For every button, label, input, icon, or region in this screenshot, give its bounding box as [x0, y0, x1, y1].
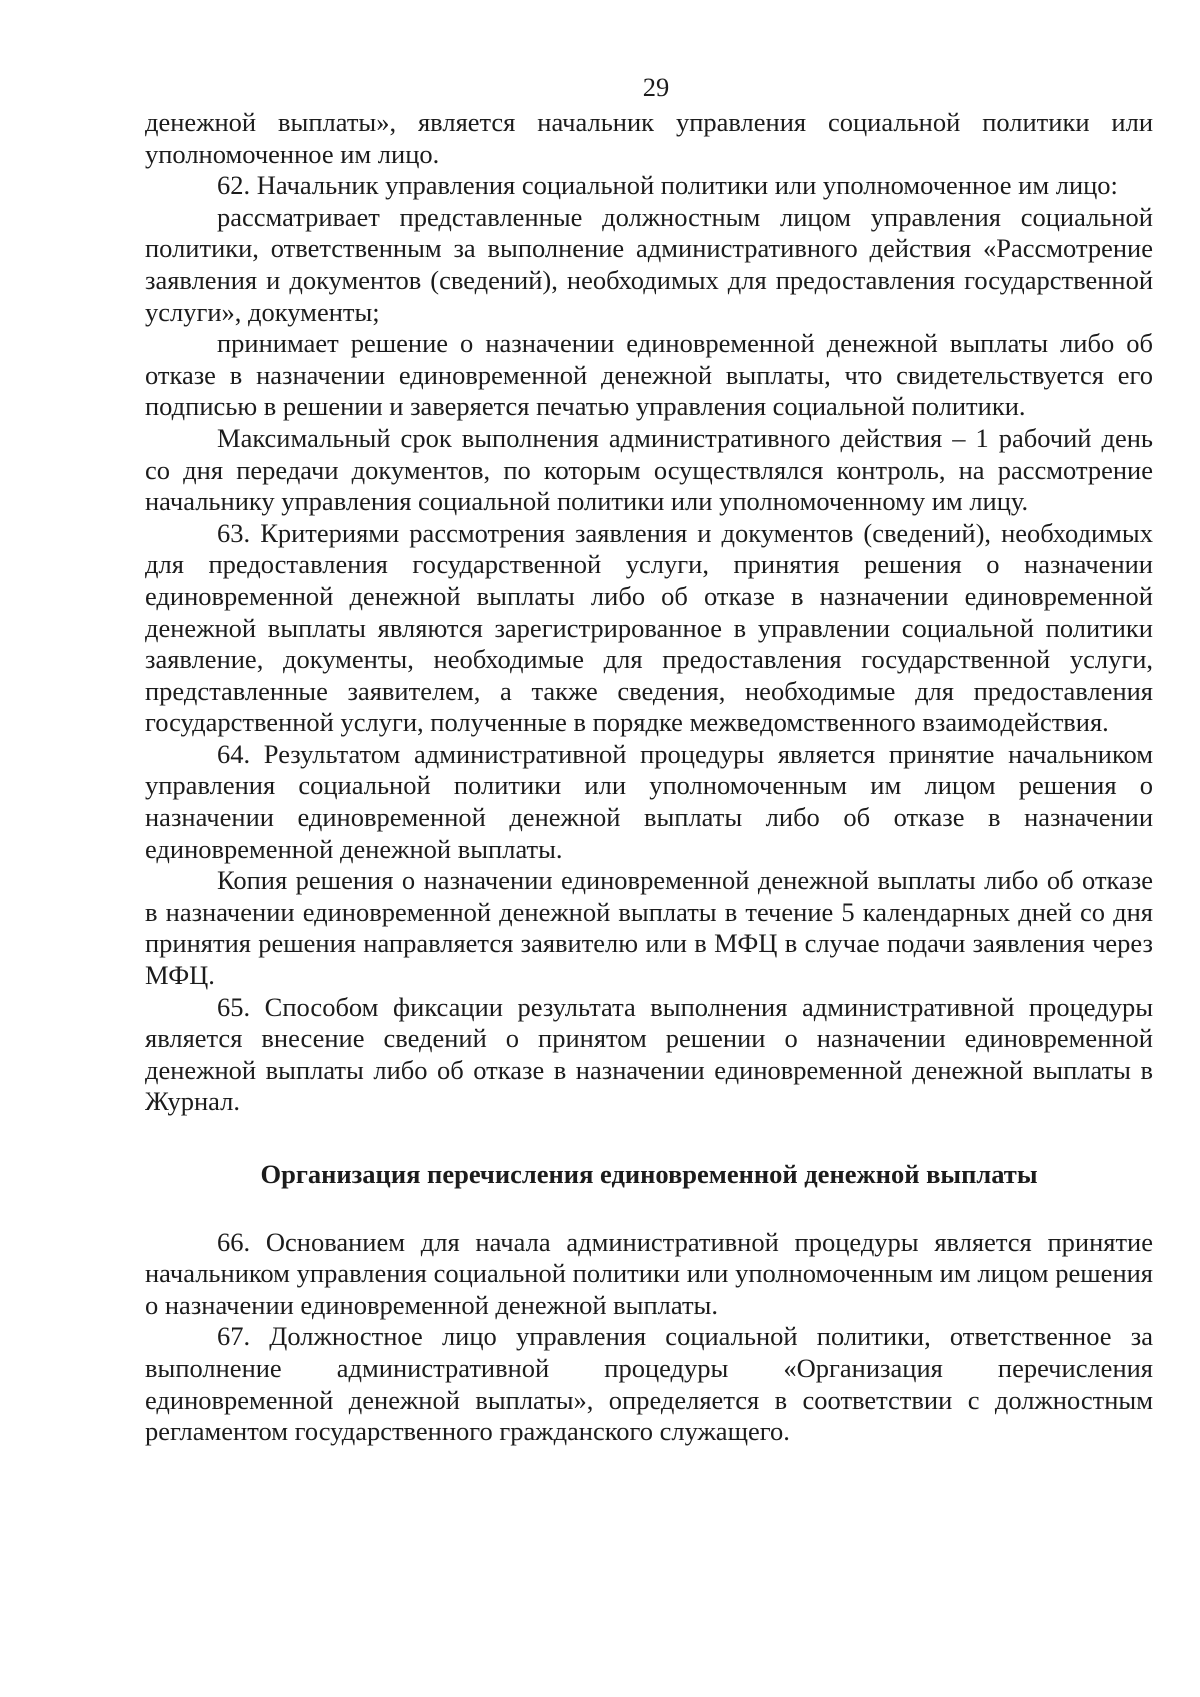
- page-number: 29: [642, 72, 670, 102]
- paragraph-62-max-term: Максимальный срок выполнения административного действия – 1 рабочий день со дня передачи документов, по которым осуществлялся контроль, на рассмотрение начальнику управления социальной политики или уполномоченному им лицу.: [145, 422, 1153, 517]
- paragraph-62-review: рассматривает представленные должностным лицом управления социальной политики, ответственным за выполнение административного действия «Рассмотрение заявления и документов (сведений), необходимых для предоставления государственной услуги», документы;: [145, 201, 1153, 327]
- paragraph-64-copy: Копия решения о назначении единовременной денежной выплаты либо об отказе в назначении единовременной денежной выплаты в течение 5 календарных дней со дня принятия решения направляется заявителю или в МФЦ в случае подачи заявления через МФЦ.: [145, 865, 1153, 991]
- paragraph-62: 62. Начальник управления социальной политики или уполномоченное им лицо:: [217, 170, 1118, 201]
- paragraph-64: 64. Результатом административной процедуры является принятие начальником управления социальной политики или уполномоченным им лицом решения о назначении единовременной денежной выплаты либо об отказе в назначении единовременной денежной выплаты.: [145, 738, 1153, 864]
- section-heading: Организация перечисления единовременной денежной выплаты: [260, 1159, 1038, 1189]
- paragraph-62-decision: принимает решение о назначении единовременной денежной выплаты либо об отказе в назначении единовременной денежной выплаты, что свидетельствуется его подписью в решении и заверяется печатью управления социальной политики.: [145, 328, 1153, 422]
- paragraph-66: 66. Основанием для начала административной процедуры является принятие начальником управления социальной политики или уполномоченным им лицом решения о назначении единовременной денежной выплаты.: [145, 1226, 1153, 1320]
- document-page: [145, 72, 1153, 1448]
- paragraph-63: 63. Критериями рассмотрения заявления и документов (сведений), необходимых для предоставления государственной услуги, принятия решения о назначении единовременной денежной выплаты либо об отказе в назначении единовременной денежной выплаты являются зарегистрированное в управлении социальной политики заявление, документы, необходимые для предоставления государственной услуги, представленные заявителем, а также сведения, необходимые для предоставления государственной услуги, полученные в порядке межведомственного взаимодействия.: [145, 517, 1153, 738]
- paragraph-65: 65. Способом фиксации результата выполнения административной процедуры является внесение сведений о принятом решении о назначении единовременной денежной выплаты либо об отказе в назначении единовременной денежной выплаты в Журнал.: [145, 991, 1153, 1117]
- paragraph-67: 67. Должностное лицо управления социальной политики, ответственное за выполнение административной процедуры «Организация перечисления единовременной денежной выплаты», определяется в соответствии с должностным регламентом государственного гражданского служащего.: [145, 1321, 1153, 1447]
- paragraph-continuation: денежной выплаты», является начальник управления социальной политики или уполномоченное им лицо.: [145, 107, 1153, 169]
